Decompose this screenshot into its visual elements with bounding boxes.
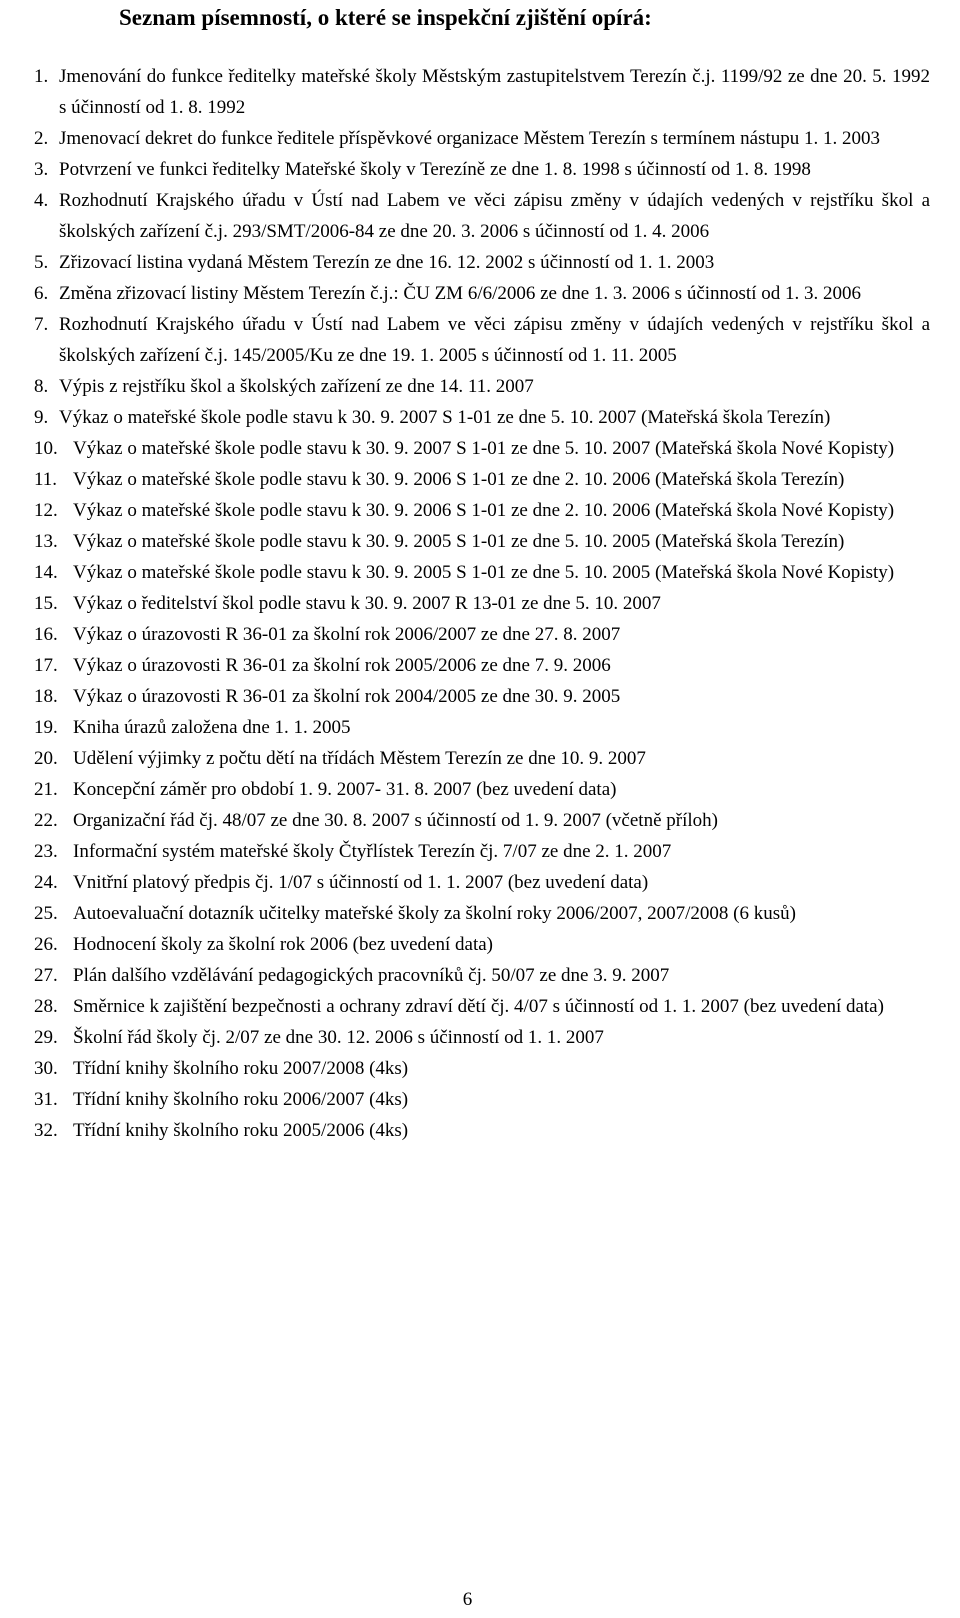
list-item-text: Třídní knihy školního roku 2005/2006 (4ks) xyxy=(73,1120,409,1141)
page-number: 6 xyxy=(462,1589,473,1610)
list-item-text: Jmenovací dekret do funkce ředitele příspěvkové organizace Městem Terezín s termínem nástupu 1. 1. 2003 xyxy=(59,128,881,149)
list-item-number: 24. xyxy=(34,872,58,893)
list-item xyxy=(34,433,930,464)
list-item-text: Výkaz o úrazovosti R 36-01 za školní rok 2004/2005 ze dne 30. 9. 2005 xyxy=(73,686,621,707)
list-item xyxy=(34,247,930,278)
list-item-text: Rozhodnutí Krajského úřadu v Ústí nad Labem ve věci zápisu změny v údajích vedených v rejstříku škol a školských zařízení č.j. 293/SMT/2006-84 ze dne 20. 3. 2006 s účinností od 1. 4. 2006 xyxy=(59,190,930,242)
list-item-number: 11. xyxy=(34,469,58,490)
list-item xyxy=(34,681,930,712)
list-item-number: 9. xyxy=(34,407,49,428)
list-item-text: Školní řád školy čj. 2/07 ze dne 30. 12. 2006 s účinností od 1. 1. 2007 xyxy=(73,1027,604,1048)
list-item-number: 27. xyxy=(34,965,58,986)
list-item-number: 1. xyxy=(34,66,49,87)
list-item xyxy=(34,743,930,774)
list-item-text: Jmenování do funkce ředitelky mateřské školy Městským zastupitelstvem Terezín č.j. 1199/92 ze dne 20. 5. 1992 s účinností od 1. 8. 1992 xyxy=(59,66,930,118)
list-item-number: 19. xyxy=(34,717,58,738)
list-item xyxy=(34,929,930,960)
list-item-number: 20. xyxy=(34,748,58,769)
list-item-number: 31. xyxy=(34,1089,58,1110)
list-item xyxy=(34,464,930,495)
list-item-number: 25. xyxy=(34,903,58,924)
list-item-text: Výkaz o ředitelství škol podle stavu k 30. 9. 2007 R 13-01 ze dne 5. 10. 2007 xyxy=(73,593,661,614)
list-item-text: Kniha úrazů založena dne 1. 1. 2005 xyxy=(73,717,351,738)
list-item xyxy=(34,1115,930,1146)
list-item-number: 17. xyxy=(34,655,58,676)
list-item xyxy=(34,309,930,371)
list-item-number: 4. xyxy=(34,190,49,211)
list-item xyxy=(34,898,930,929)
list-item xyxy=(34,185,930,247)
list-item xyxy=(34,278,930,309)
list-item-text: Výpis z rejstříku škol a školských zařízení ze dne 14. 11. 2007 xyxy=(59,376,534,397)
list-item xyxy=(34,154,930,185)
section-heading: Seznam písemností, o které se inspekční zjištění opírá: xyxy=(119,5,652,30)
list-item xyxy=(34,61,930,123)
list-item xyxy=(34,402,930,433)
list-item-text: Organizační řád čj. 48/07 ze dne 30. 8. 2007 s účinností od 1. 9. 2007 (včetně příloh) xyxy=(73,810,718,831)
list-item xyxy=(34,1053,930,1084)
list-item-text: Výkaz o mateřské škole podle stavu k 30. 9. 2006 S 1-01 ze dne 2. 10. 2006 (Mateřská škola Terezín) xyxy=(73,469,845,490)
list-item xyxy=(34,836,930,867)
list-item xyxy=(34,867,930,898)
list-item-number: 21. xyxy=(34,779,58,800)
list-item xyxy=(34,495,930,526)
list-item-number: 3. xyxy=(34,159,49,180)
list-item-number: 29. xyxy=(34,1027,58,1048)
list-item-text: Vnitřní platový předpis čj. 1/07 s účinností od 1. 1. 2007 (bez uvedení data) xyxy=(73,872,649,893)
list-item-text: Směrnice k zajištění bezpečnosti a ochrany zdraví dětí čj. 4/07 s účinností od 1. 1. 2007 (bez uvedení data) xyxy=(73,996,884,1017)
documents-list xyxy=(34,61,930,1146)
list-item-text: Třídní knihy školního roku 2007/2008 (4ks) xyxy=(73,1058,409,1079)
list-item-number: 18. xyxy=(34,686,58,707)
list-item xyxy=(34,557,930,588)
list-item-number: 2. xyxy=(34,128,49,149)
list-item-text: Plán dalšího vzdělávání pedagogických pracovníků čj. 50/07 ze dne 3. 9. 2007 xyxy=(73,965,670,986)
list-item-text: Informační systém mateřské školy Čtyřlístek Terezín čj. 7/07 ze dne 2. 1. 2007 xyxy=(73,841,672,862)
list-item-number: 13. xyxy=(34,531,58,552)
list-item-number: 16. xyxy=(34,624,58,645)
list-item xyxy=(34,712,930,743)
list-item xyxy=(34,526,930,557)
list-item-text: Zřizovací listina vydaná Městem Terezín ze dne 16. 12. 2002 s účinností od 1. 1. 2003 xyxy=(59,252,715,273)
list-item-number: 30. xyxy=(34,1058,58,1079)
list-item-number: 32. xyxy=(34,1120,58,1141)
list-item-text: Udělení výjimky z počtu dětí na třídách Městem Terezín ze dne 10. 9. 2007 xyxy=(73,748,646,769)
list-item-number: 12. xyxy=(34,500,58,521)
list-item-number: 26. xyxy=(34,934,58,955)
list-item-number: 10. xyxy=(34,438,58,459)
list-item-number: 7. xyxy=(34,314,49,335)
list-item-text: Rozhodnutí Krajského úřadu v Ústí nad Labem ve věci zápisu změny v údajích vedených v rejstříku škol a školských zařízení č.j. 145/2005/Ku ze dne 19. 1. 2005 s účinností od 1. 11. 2005 xyxy=(59,314,930,366)
list-item-text: Výkaz o mateřské škole podle stavu k 30. 9. 2005 S 1-01 ze dne 5. 10. 2005 (Mateřská škola Nové Kopisty) xyxy=(73,562,895,583)
list-item-number: 6. xyxy=(34,283,49,304)
list-item xyxy=(34,619,930,650)
list-item xyxy=(34,1022,930,1053)
list-item-number: 28. xyxy=(34,996,58,1017)
list-item-text: Výkaz o mateřské škole podle stavu k 30. 9. 2005 S 1-01 ze dne 5. 10. 2005 (Mateřská škola Terezín) xyxy=(73,531,845,552)
list-item xyxy=(34,371,930,402)
list-item xyxy=(34,774,930,805)
list-item xyxy=(34,123,930,154)
list-item-text: Výkaz o mateřské škole podle stavu k 30. 9. 2007 S 1-01 ze dne 5. 10. 2007 (Mateřská škola Nové Kopisty) xyxy=(73,438,895,459)
list-item xyxy=(34,588,930,619)
list-item-number: 22. xyxy=(34,810,58,831)
list-item xyxy=(34,1084,930,1115)
list-item-number: 8. xyxy=(34,376,49,397)
list-item xyxy=(34,991,930,1022)
list-item-text: Hodnocení školy za školní rok 2006 (bez uvedení data) xyxy=(73,934,493,955)
list-item-number: 23. xyxy=(34,841,58,862)
list-item-text: Výkaz o úrazovosti R 36-01 za školní rok 2006/2007 ze dne 27. 8. 2007 xyxy=(73,624,621,645)
list-item-text: Koncepční záměr pro období 1. 9. 2007- 31. 8. 2007 (bez uvedení data) xyxy=(73,779,617,800)
list-item-text: Výkaz o úrazovosti R 36-01 za školní rok 2005/2006 ze dne 7. 9. 2006 xyxy=(73,655,611,676)
list-item-number: 5. xyxy=(34,252,49,273)
list-item-text: Autoevaluační dotazník učitelky mateřské školy za školní roky 2006/2007, 2007/2008 (6 kusů) xyxy=(73,903,796,924)
list-item-text: Výkaz o mateřské škole podle stavu k 30. 9. 2006 S 1-01 ze dne 2. 10. 2006 (Mateřská škola Nové Kopisty) xyxy=(73,500,895,521)
list-item xyxy=(34,960,930,991)
list-item-text: Změna zřizovací listiny Městem Terezín č.j.: ČU ZM 6/6/2006 ze dne 1. 3. 2006 s účinností od 1. 3. 2006 xyxy=(59,283,861,304)
list-item-number: 14. xyxy=(34,562,58,583)
list-item xyxy=(34,805,930,836)
list-item-text: Třídní knihy školního roku 2006/2007 (4ks) xyxy=(73,1089,409,1110)
list-item-number: 15. xyxy=(34,593,58,614)
list-item xyxy=(34,650,930,681)
list-item-text: Potvrzení ve funkci ředitelky Mateřské školy v Terezíně ze dne 1. 8. 1998 s účinností od 1. 8. 1998 xyxy=(59,159,811,180)
list-item-text: Výkaz o mateřské škole podle stavu k 30. 9. 2007 S 1-01 ze dne 5. 10. 2007 (Mateřská škola Terezín) xyxy=(59,407,831,428)
